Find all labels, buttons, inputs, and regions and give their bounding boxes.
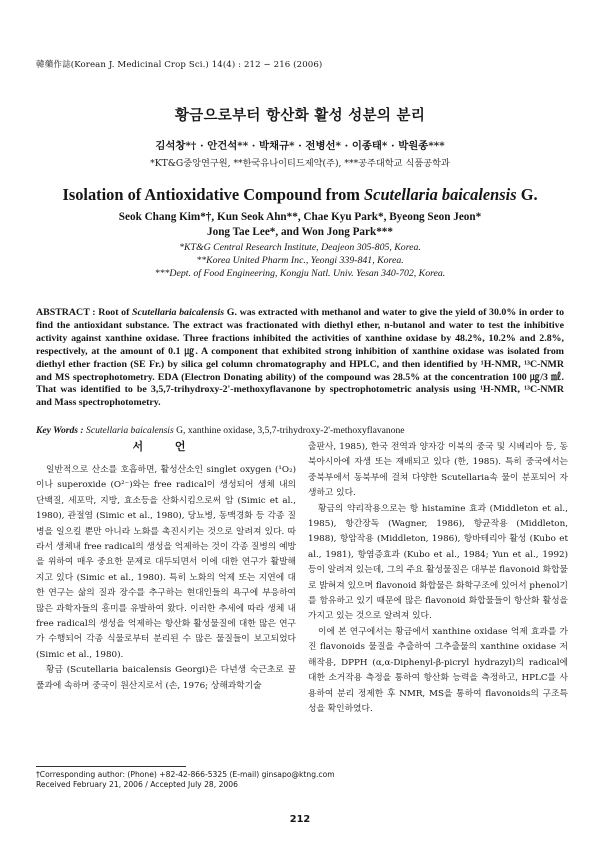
body-paragraph: 이에 본 연구에서는 황금에서 xanthine oxidase 억제 효과를 가진 flavonoids 물질을 추출하여 그추출물의 xanthine oxidase 저해작용, DPPH (α,α-Diphenyl-β-picryl hydrazyl)의 radical에 대한 소거작용 측정을 통하여 항산화 능력을 측정하고, HPLC를 사용하여 분리 정제한 후 NMR, MS을 통하여 flavonoids의 구조특성을 확인하였다.: [308, 626, 568, 714]
keywords: [36, 425, 564, 436]
korean-authors: 김석창*† · 안건석** · 박채규* · 전병선* · 이종태* · 박원종***: [155, 140, 445, 152]
english-authors-line-1: Seok Chang Kim*†, Kun Seok Ahn**, Chae Kyu Park*, Byeong Seon Jeon*: [118, 211, 482, 223]
section-heading-introduction: 서 언: [132, 440, 200, 453]
english-affiliation-3: ***Dept. of Food Engineering, Kongju Natl. Univ. Yesan 340-702, Korea.: [154, 268, 446, 279]
abstract-text-2: G. was extracted with methanol and water to give the yield of 30.0% in order to find the antioxidant substance. The extract was fractionated with diethyl ether, n-butanol and water to test the inhibitive activity against xanthine oxidase. Three fractions inhibited the activities of xanthine oxidase by 48.2%, 10.2% and 2.8%, respectively, at the amount of 0.1 ㎍. A component that exhibited strong inhibition of xanthine oxidase was isolated from diethyl ether fraction (SE Fr.) by silica gel column chromatography and HPLC, and then identified by ¹H-NMR, ¹³C-NMR and MS spectrophotometry. EDA (Electron Donating ability) of the compound was 28.5% at the concentration 100 ㎍/3 ㎖. That was identified to be 3,5,7-trihydroxy-2'-methoxyflavanone by spectrophotometric analysis using ¹H-NMR, ¹³C-NMR and Mass spectrophotometry.: [36, 307, 565, 409]
journal-header: 韓藥作誌(Korean J. Medicinal Crop Sci.) 14(4) : 212 − 216 (2006): [36, 60, 323, 70]
english-title-main: Isolation of Antioxidative Compound from: [62, 185, 365, 204]
english-authors: [0, 210, 600, 240]
english-affiliations: [0, 241, 600, 280]
english-affiliation-2: **Korea United Pharm Inc., Yeongi 339-841, Korea.: [196, 255, 404, 266]
english-authors-line-2: Jong Tae Lee*, and Won Jong Park***: [207, 226, 393, 238]
abstract-text-1: Root of: [95, 307, 133, 318]
footnote-received-dates: Received February 21, 2006 / Accepted July 28, 2006: [36, 780, 238, 789]
footnote-corresponding-author: †Corresponding author: (Phone) +82-42-866-5325 (E-mail) ginsapo@ktng.com: [36, 770, 335, 779]
body-paragraph: 출판사, 1985), 한국 전역과 양자강 이북의 중국 및 시베리아 등, 동북아시아에 자생 또는 재배되고 있다 (한, 1985). 특히 중국에서는 중북부에서 동북부에 걸쳐 다양한 Scutellaria속 물이 분포되어 자생하고 있다.: [308, 442, 568, 499]
body-column-right: [308, 440, 568, 717]
korean-title: 황금으로부터 항산화 활성 성분의 분리: [174, 107, 426, 124]
english-title-species: Scutellaria baicalensis: [364, 185, 517, 204]
footnote: [36, 770, 335, 790]
body-paragraph: 황금 (Scutellaria baicalensis Georgi)은 다년생 숙근초로 꿀풀과에 속하며 중국이 원산지로서 (손, 1976; 상해과학기술: [36, 665, 296, 691]
body-column-left: [36, 463, 296, 694]
body-paragraph: 황금의 약리작용으로는 항 histamine 효과 (Middleton et al., 1985), 항간장독 (Wagner, 1986), 항균작용 (Middleton, 1988), 항암작용 (Middleton, 1986), 항바테리아 활성 (Kubo et al., 1981), 항염증효과 (Kubo et al., 1984; Yun et al., 1992) 등이 알려져 있는데, 그의 주요 활성물질은 대부분 flavonoid 화합물로 밝혀져 있으며 flavonoid 화합물은 화학구조에 있어서 phenol기를 함유하고 있기 때문에 많은 flavonoid 화합물들이 항산화 활성을 가지고 있는 것으로 알려져 있다.: [308, 503, 569, 622]
keywords-rest: G, xanthine oxidase, 3,5,7-trihydroxy-2'-methoxyflavanone: [173, 425, 405, 436]
abstract-species: Scutellaria baicalensis: [132, 307, 225, 318]
keywords-label: Key Words :: [36, 425, 84, 436]
abstract-label: ABSTRACT :: [36, 307, 96, 318]
english-affiliation-1: *KT&G Central Research Institute, Deajeon 305-805, Korea.: [179, 242, 421, 253]
page-number: 212: [289, 814, 311, 825]
english-title: [0, 185, 600, 205]
abstract: [36, 307, 564, 410]
english-title-end: G.: [516, 185, 538, 204]
body-paragraph: 일반적으로 산소를 호흡하면, 활성산소인 singlet oxygen (¹O₂)이나 superoxide (O²⁻)와는 free radical이 생성되어 생체 내의 단백질, 세포막, 지방, 효소등을 산화시킴으로써 암 (Simic et al., 1980), 관절염 (Simic et al., 1980), 당뇨병, 동맥경화 등 각종 질병을 일으킬 뿐만 아니라 노화를 촉진시키는 것으로 알려져 있다. 따라서 생체내 free radical의 생성을 억제하는 것이 각종 질병의 예방을 위하여 매우 중요한 문제로 대두되면서 이에 대한 연구가 활발해지고 있다 (Simic et al., 1980). 특히 노화의 억제 또는 지연에 대한 연구는 삶의 질과 장수를 추구하는 현대인들의 욕구에 부응하여 많은 과학자들의 흥미를 유발하여 왔다. 이러한 추세에 따라 생체 내 free radical의 생성을 억제하는 항산화 활성물질에 대한 많은 연구가 수행되어 각종 식물로부터 분리된 수 많은 물질들이 보고되었다 (Simic et al., 1980).: [36, 465, 296, 660]
korean-affiliations: *KT&G중앙연구원, **한국유나이티드제약(주), ***공주대학교 식품공학과: [150, 158, 450, 169]
footnote-divider: [36, 766, 186, 767]
keywords-species: Scutellaria baicalensis: [86, 425, 174, 436]
